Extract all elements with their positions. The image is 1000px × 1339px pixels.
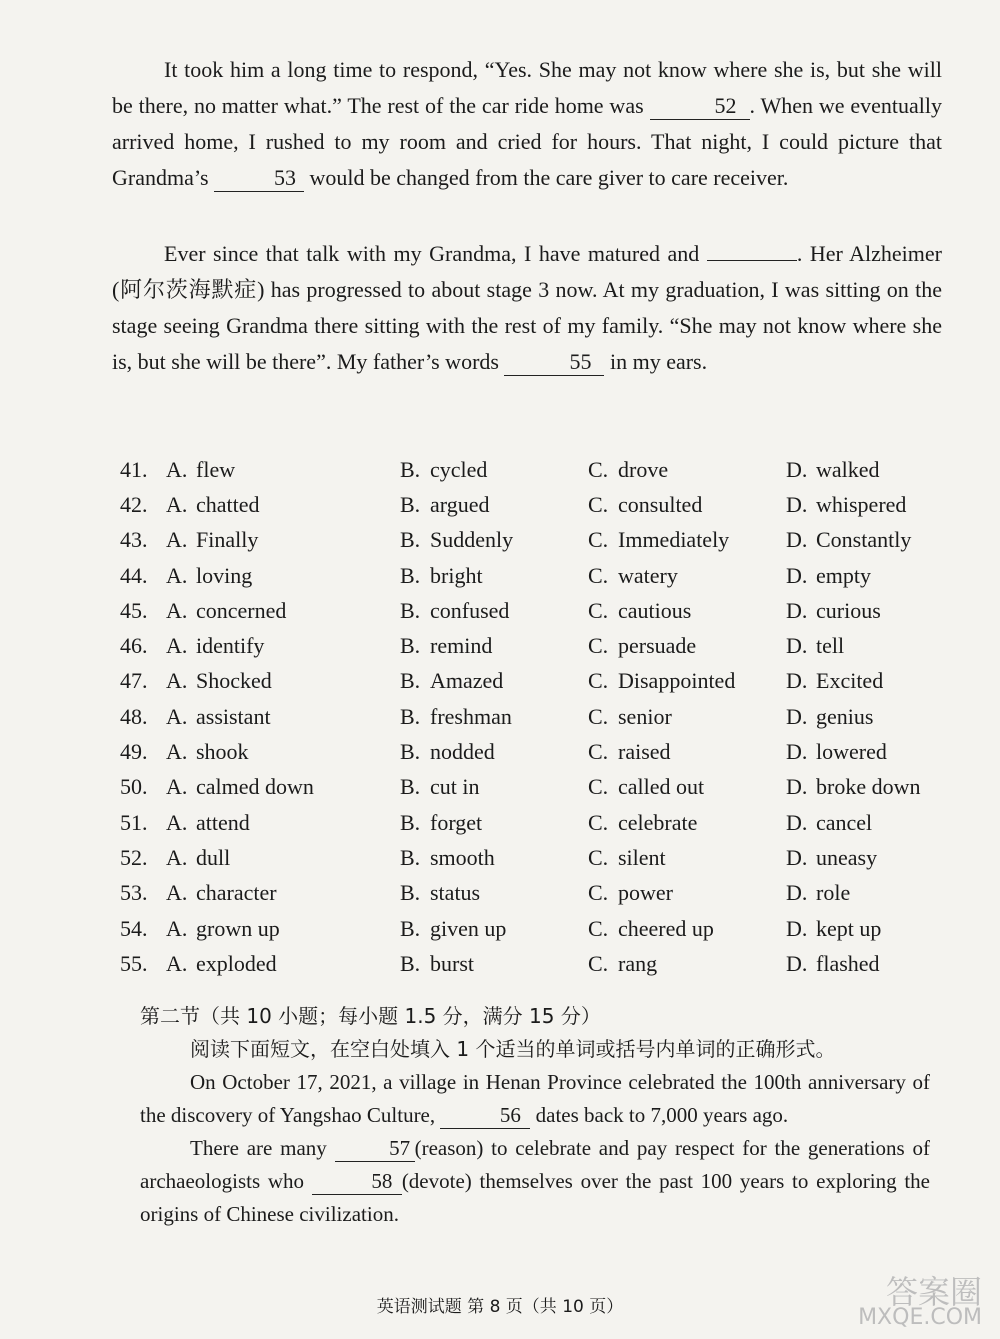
option-choice [400,668,588,694]
option-word: curious [816,597,881,623]
option-choice [400,633,588,659]
section-2-paragraph-2 [140,1132,930,1231]
option-choice [166,563,400,589]
section-2-paragraph-1 [140,1066,930,1132]
option-word: remind [430,633,493,659]
option-choice [166,916,400,942]
option-word: rang [618,950,658,976]
option-word: flashed [816,950,880,976]
option-word: watery [618,562,678,588]
option-choice [588,880,786,906]
option-word: forget [430,809,483,835]
passage-text: in my ears. [604,349,708,374]
option-letter: A. [166,774,188,800]
passage-text: dates back to 7,000 years ago. [530,1103,789,1127]
option-word: confused [430,597,510,623]
option-choice [786,880,940,906]
option-choice [400,916,588,942]
option-choice [588,598,786,624]
option-choice [400,704,588,730]
option-letter: D. [786,562,808,588]
option-word: given up [430,915,507,941]
option-letter: C. [588,880,609,906]
option-word: Suddenly [430,527,514,553]
option-choice [166,880,400,906]
blank-55: 55 [504,349,604,376]
option-letter: D. [786,527,808,553]
option-letter: C. [588,562,609,588]
option-row [120,628,940,663]
option-choice [786,492,940,518]
option-choice [786,951,940,977]
option-letter: A. [166,633,188,659]
option-letter: C. [588,915,609,941]
option-row [120,593,940,628]
passage-text: would be changed from the care giver to care receiver. [304,165,789,190]
section-2-instruction: 阅读下面短文，在空白处填入 1 个适当的单词或括号内单词的正确形式。 [190,1037,836,1061]
option-word: burst [430,950,474,976]
option-word: kept up [816,915,882,941]
option-word: consulted [618,491,703,517]
option-word: walked [816,456,880,482]
option-word: called out [618,774,705,800]
option-row [120,699,940,734]
option-letter: A. [166,915,188,941]
option-letter: D. [786,774,808,800]
passage-text: On October 17, 2021, a village in Henan Province celebrated the 100th anniversary of the discovery of Yangshao Culture, [140,1070,930,1127]
option-word: Constantly [816,527,912,553]
option-choice [166,598,400,624]
option-choice [400,598,588,624]
option-letter: B. [400,809,421,835]
option-word: attend [196,809,250,835]
option-row [120,487,940,522]
passage-text: (reason) to celebrate and pay respect for the generations of archaeologists who [140,1136,930,1193]
passage-text: (devote) themselves over the past 100 years to exploring the origins of Chinese civilization. [140,1169,930,1226]
option-letter: A. [166,668,188,694]
watermark-logo [858,1273,982,1331]
option-choice [786,633,940,659]
option-word: cautious [618,597,692,623]
option-letter: D. [786,915,808,941]
option-choice [588,916,786,942]
question-number: 42. [120,491,148,517]
option-word: power [618,880,673,906]
option-letter: B. [400,597,421,623]
option-letter: D. [786,668,808,694]
option-choice [786,774,940,800]
option-word: status [430,880,481,906]
blank-54 [707,260,797,261]
option-choice [786,916,940,942]
option-choice [400,880,588,906]
option-choice [588,774,786,800]
option-letter: C. [588,456,609,482]
option-word: silent [618,844,666,870]
option-word: grown up [196,915,280,941]
option-row [120,664,940,699]
option-letter: A. [166,739,188,765]
option-row [120,876,940,911]
option-choice [588,739,786,765]
question-number: 55. [120,950,148,976]
option-word: broke down [816,774,921,800]
option-choice [400,563,588,589]
option-row [120,452,940,487]
option-letter: D. [786,739,808,765]
option-letter: D. [786,844,808,870]
option-choice [400,739,588,765]
watermark-text: 答案圈 [885,1273,982,1311]
option-choice [166,951,400,977]
option-letter: D. [786,633,808,659]
option-word: persuade [618,633,697,659]
option-letter: B. [400,562,421,588]
section-2 [140,1000,930,1231]
question-number: 48. [120,703,148,729]
options-list [120,452,940,981]
option-letter: B. [400,668,421,694]
option-choice [166,845,400,871]
option-word: loving [196,562,253,588]
blank-58: 58 [312,1168,402,1195]
option-choice [588,951,786,977]
option-choice [400,774,588,800]
option-letter: B. [400,527,421,553]
option-letter: C. [588,597,609,623]
option-row [120,523,940,558]
option-row [120,911,940,946]
option-letter: A. [166,703,188,729]
option-choice [588,527,786,553]
option-letter: B. [400,703,421,729]
option-word: cut in [430,774,480,800]
option-row [120,558,940,593]
option-word: smooth [430,844,495,870]
option-word: cancel [816,809,873,835]
option-letter: C. [588,809,609,835]
page-footer: 英语测试题 第 8 页（共 10 页） [376,1297,624,1317]
option-word: character [196,880,277,906]
option-word: role [816,880,851,906]
passage-text: It took him a long time to respond, “Yes. She may not know where she is, but she will be there, no matter what.” The rest of the car ride home was [112,57,942,118]
option-letter: D. [786,703,808,729]
passage-paragraph-1 [112,52,942,196]
option-choice [786,810,940,836]
option-letter: C. [588,950,609,976]
option-choice [786,598,940,624]
option-choice [786,845,940,871]
option-letter: C. [588,527,609,553]
option-letter: B. [400,739,421,765]
option-choice [166,492,400,518]
option-word: tell [816,633,845,659]
option-choice [400,810,588,836]
option-row [120,840,940,875]
option-word: Shocked [196,668,272,694]
option-choice [166,774,400,800]
option-word: chatted [196,491,260,517]
option-word: bright [430,562,483,588]
option-word: concerned [196,597,287,623]
option-word: exploded [196,950,277,976]
option-word: Finally [196,527,259,553]
option-letter: B. [400,633,421,659]
option-letter: A. [166,562,188,588]
option-letter: B. [400,491,421,517]
option-choice [166,810,400,836]
option-choice [166,739,400,765]
question-number: 43. [120,527,148,553]
option-word: calmed down [196,774,314,800]
blank-56: 56 [440,1102,530,1129]
option-letter: B. [400,456,421,482]
question-number: 45. [120,597,148,623]
option-word: cycled [430,456,488,482]
option-letter: A. [166,844,188,870]
option-letter: B. [400,844,421,870]
option-letter: C. [588,491,609,517]
option-choice [400,845,588,871]
question-number: 44. [120,562,148,588]
option-letter: D. [786,597,808,623]
option-letter: B. [400,880,421,906]
option-choice [400,457,588,483]
blank-57: 57 [335,1135,415,1162]
option-choice [588,810,786,836]
option-row [120,734,940,769]
option-word: dull [196,844,231,870]
passage-text: . Her Alzheimer (阿尔茨海默症) has progressed to about stage 3 now. At my graduation, I was sitting on the stage seeing Grandma there sitting with the rest of my family. “She may not know where she is, but she will be there”. My father’s words [112,241,942,374]
option-choice [588,492,786,518]
option-choice [400,951,588,977]
option-choice [400,492,588,518]
option-word: Disappointed [618,668,736,694]
option-choice [786,704,940,730]
option-word: Excited [816,668,884,694]
option-letter: A. [166,597,188,623]
option-choice [588,845,786,871]
option-word: uneasy [816,844,878,870]
option-choice [166,704,400,730]
question-number: 51. [120,809,148,835]
blank-52: 52 [650,93,750,120]
option-choice [786,563,940,589]
option-word: genius [816,703,874,729]
question-number: 53. [120,880,148,906]
option-word: cheered up [618,915,714,941]
option-row [120,770,940,805]
question-number: 49. [120,739,148,765]
option-word: whispered [816,491,907,517]
option-letter: D. [786,491,808,517]
question-number: 50. [120,774,148,800]
option-choice [588,563,786,589]
option-letter: A. [166,491,188,517]
blank-53: 53 [214,165,304,192]
option-choice [786,739,940,765]
option-word: identify [196,633,265,659]
option-choice [166,457,400,483]
option-letter: D. [786,809,808,835]
option-letter: A. [166,456,188,482]
option-letter: A. [166,880,188,906]
option-word: freshman [430,703,512,729]
option-letter: A. [166,950,188,976]
option-row [120,805,940,840]
option-letter: D. [786,456,808,482]
option-letter: C. [588,668,609,694]
question-number: 47. [120,668,148,694]
passage-paragraph-2 [112,236,942,380]
option-word: raised [618,739,671,765]
question-number: 41. [120,456,148,482]
option-letter: C. [588,774,609,800]
option-word: nodded [430,739,495,765]
option-choice [588,668,786,694]
option-letter: B. [400,950,421,976]
option-choice [166,633,400,659]
option-letter: A. [166,527,188,553]
option-choice [786,668,940,694]
option-letter: D. [786,950,808,976]
option-row [120,946,940,981]
option-word: argued [430,491,490,517]
option-choice [786,457,940,483]
option-letter: C. [588,739,609,765]
section-2-heading: 第二节（共 10 小题；每小题 1.5 分，满分 15 分） [140,1004,601,1028]
option-choice [400,527,588,553]
option-choice [588,704,786,730]
option-word: drove [618,456,669,482]
option-letter: D. [786,880,808,906]
option-letter: B. [400,774,421,800]
option-word: lowered [816,739,887,765]
option-word: Amazed [430,668,504,694]
option-word: empty [816,562,871,588]
option-word: senior [618,703,672,729]
question-number: 54. [120,915,148,941]
option-choice [786,527,940,553]
passage-text: Ever since that talk with my Grandma, I have matured and [164,241,707,266]
question-number: 46. [120,633,148,659]
option-word: celebrate [618,809,698,835]
option-letter: C. [588,633,609,659]
option-word: shook [196,739,249,765]
passage-text: There are many [190,1136,335,1160]
option-letter: C. [588,703,609,729]
option-word: assistant [196,703,271,729]
option-word: flew [196,456,236,482]
option-choice [588,457,786,483]
option-letter: C. [588,844,609,870]
option-letter: A. [166,809,188,835]
option-word: Immediately [618,527,730,553]
option-choice [588,633,786,659]
watermark-url: MXQE.COM [858,1305,982,1330]
passage-text: . When we eventually arrived home, I rushed to my room and cried for hours. That night, I could picture that Grandma’s [112,93,942,190]
option-choice [166,527,400,553]
option-letter: B. [400,915,421,941]
question-number: 52. [120,844,148,870]
option-choice [166,668,400,694]
